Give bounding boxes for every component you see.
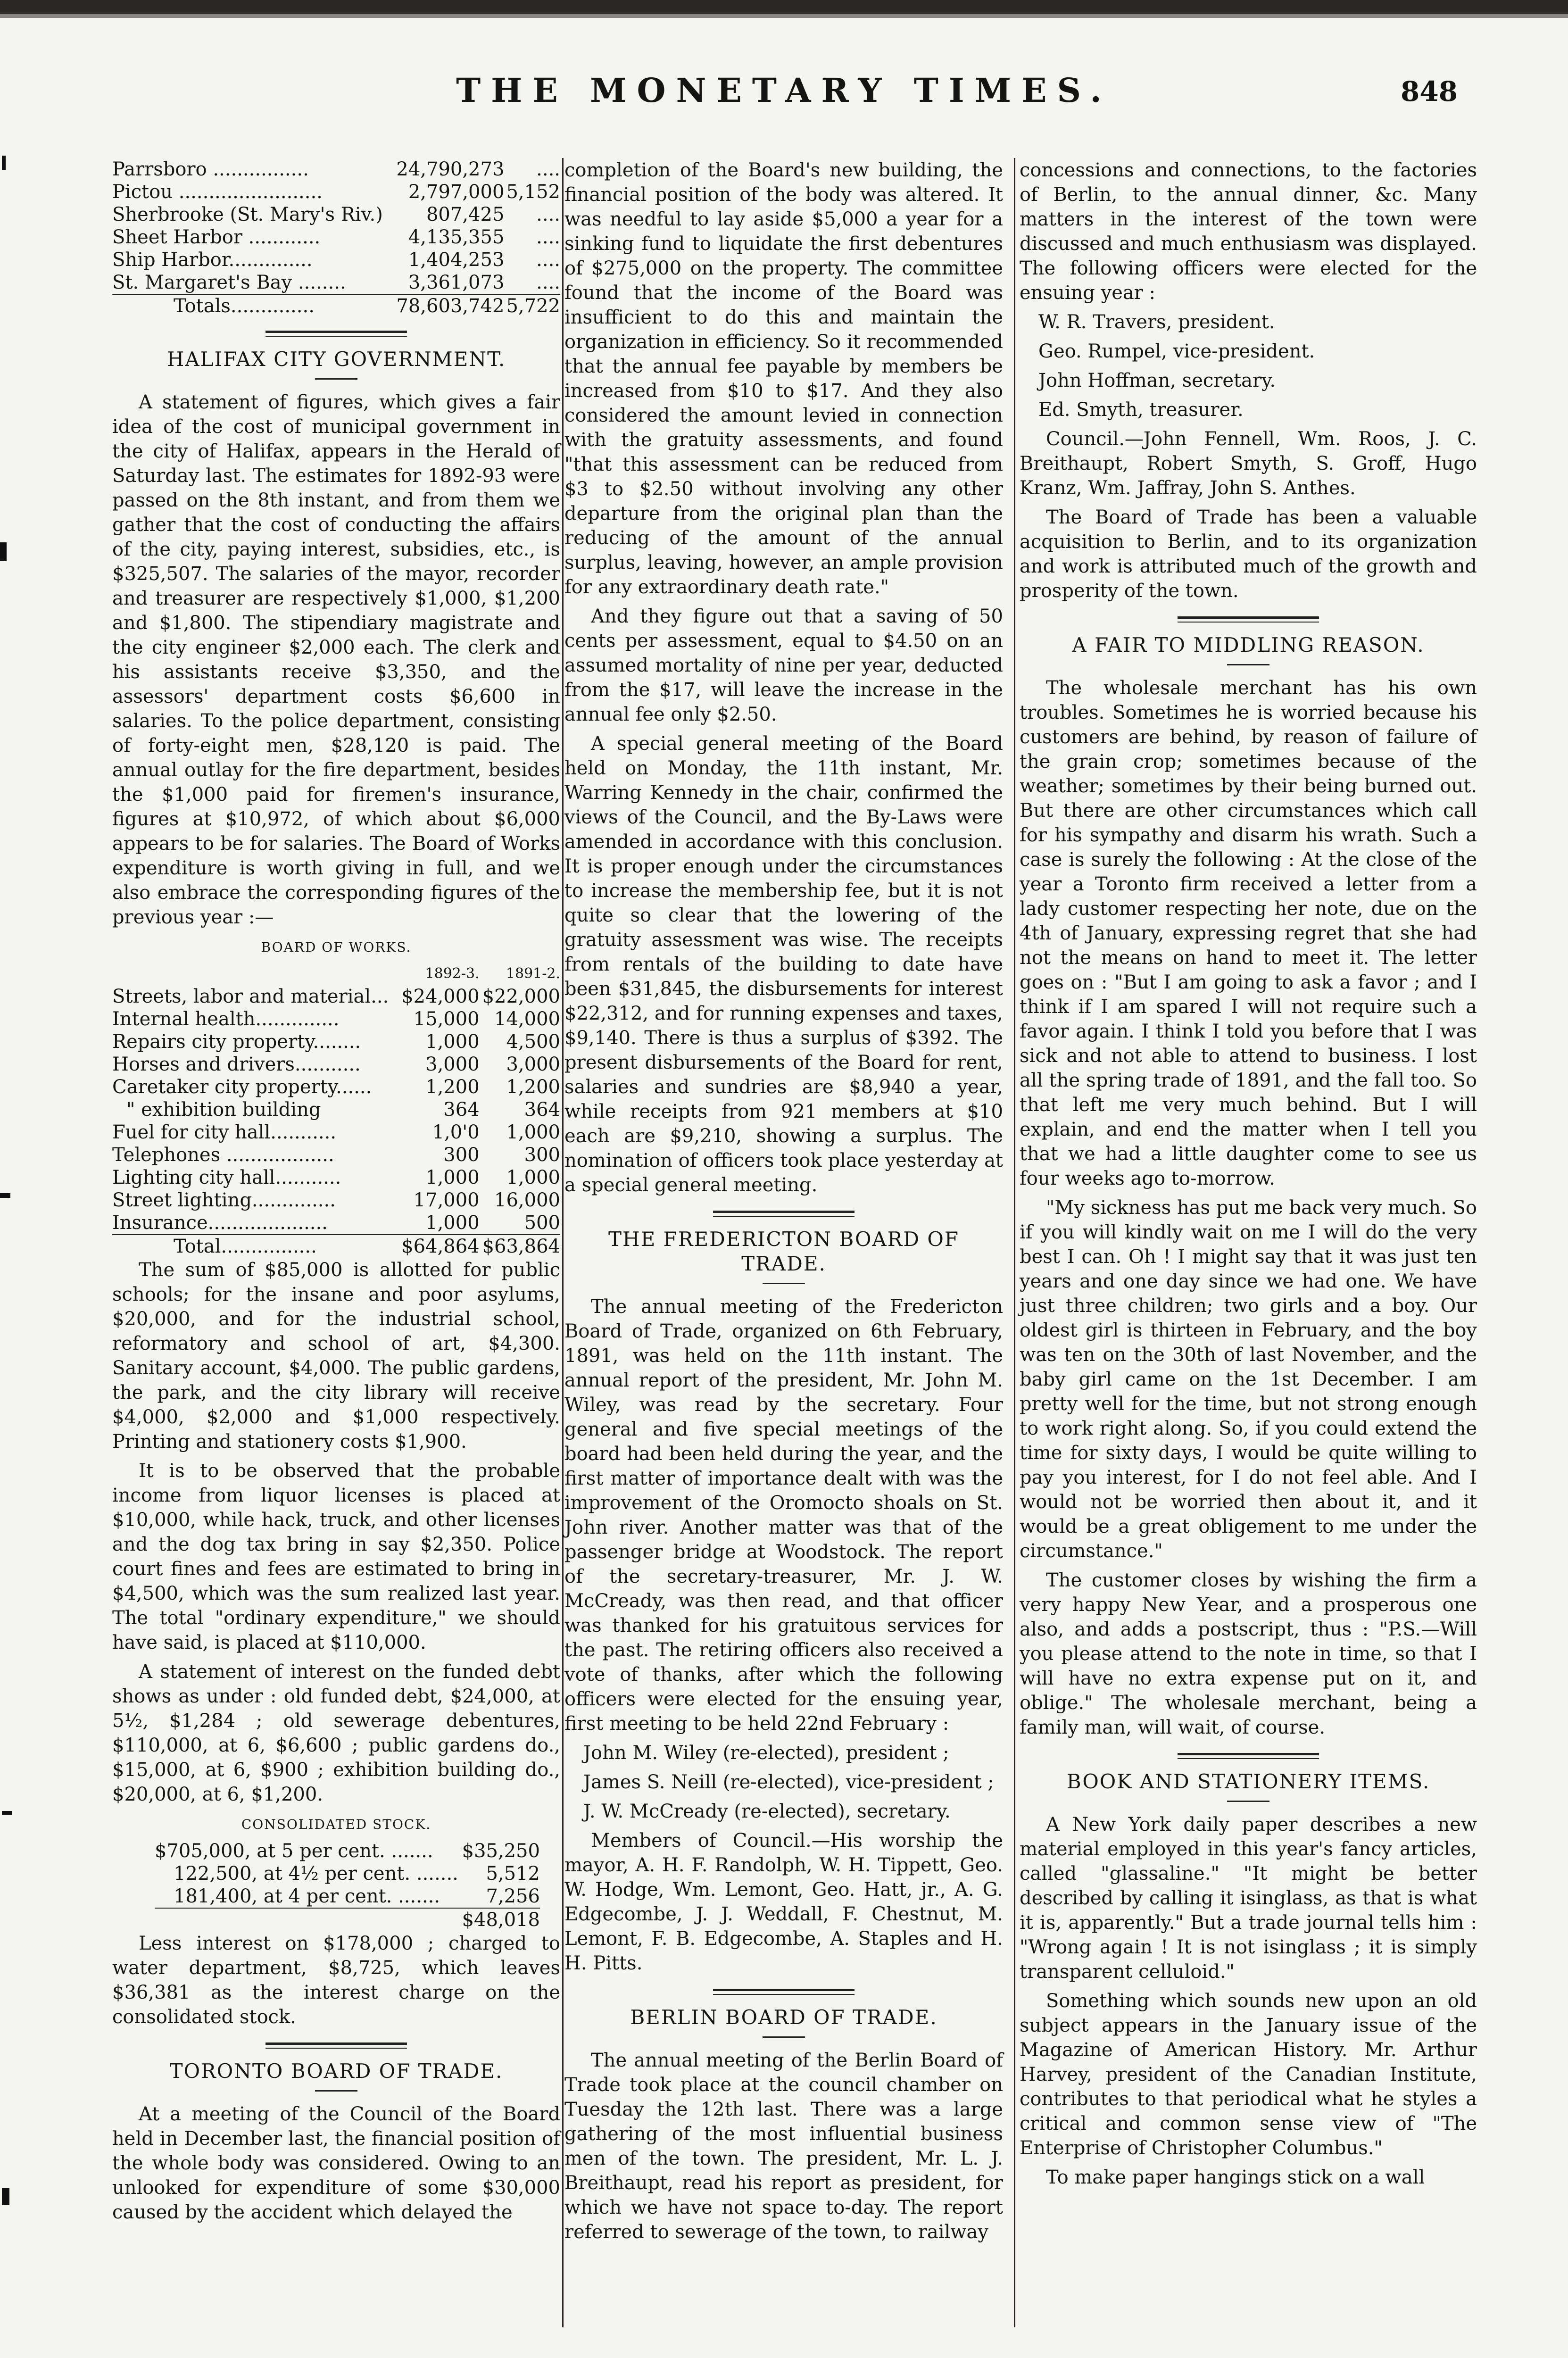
column-1: [112, 158, 560, 2229]
section-double-rule: [265, 331, 407, 337]
officer-line: John M. Wiley (re-elected), president ;: [583, 1742, 949, 1764]
port-name: Parrsboro ................: [112, 158, 309, 180]
row-value: $35,250: [462, 1840, 540, 1862]
scan-edge-band: [0, 0, 1568, 14]
totals-row: [155, 1908, 540, 1931]
port-extra: ....: [536, 204, 560, 225]
margin-mark: [0, 542, 7, 561]
section-heading: A FAIR TO MIDDLING REASON.: [1072, 633, 1425, 656]
value-1891: 16,000: [494, 1189, 560, 1211]
scan-edge-band-lower: [0, 14, 1568, 18]
totals-extra: 5,722: [504, 294, 560, 317]
value-1892: 1,000: [425, 1031, 480, 1053]
table-row: [112, 226, 560, 249]
section-double-rule: [1178, 1753, 1319, 1759]
port-value: 1,404,253: [408, 249, 505, 271]
table-title: BOARD OF WORKS.: [261, 939, 412, 955]
row-label: Street lighting..............: [112, 1189, 336, 1211]
column-header: 1892-3.: [425, 965, 480, 982]
row-label: Internal health..............: [112, 1008, 340, 1030]
port-extra: ....: [536, 249, 560, 271]
port-name: Sheet Harbor ............: [112, 226, 321, 248]
paragraph: The Board of Trade has been a valuable acquisition to Berlin, and to its organization and work is attributed much of the growth and prosperity of the town.: [1020, 506, 1477, 602]
value-1892: $24,000: [401, 986, 480, 1007]
value-1891: 1,000: [506, 1167, 560, 1188]
table-row: [112, 1189, 560, 1212]
paragraph: It is to be observed that the probable income from liquor licenses is placed at $10,000, while hack, truck, and other licenses and the dog tax bring in say $2,350. Police court fines and fees are estimated to bring in $4,500, which was the sum realized last year. The total "ordinary expenditure," we should have said, is placed at $110,000.: [112, 1460, 560, 1653]
ports-table: [112, 158, 560, 317]
table-row: [112, 1121, 560, 1144]
port-value: 3,361,073: [408, 272, 505, 293]
paragraph: A New York daily paper describes a new material employed in this year's fancy articles, called "glassaline." "It might be better described by calling it isinglass, as that is what it is, apparently." But a trade journal tells him : "Wrong again ! It is not isinglass ; it is simply transparent celluloid.": [1020, 1814, 1477, 1983]
officer-line: Geo. Rumpel, vice-president.: [1038, 340, 1315, 362]
row-label: 181,400, at 4 per cent. .......: [174, 1885, 440, 1907]
totals-row: [112, 294, 560, 317]
table-row: [112, 1144, 560, 1166]
port-extra: ....: [536, 226, 560, 248]
row-label: $705,000, at 5 per cent. .......: [155, 1840, 433, 1862]
row-label: Fuel for city hall...........: [112, 1121, 337, 1143]
margin-mark: [2, 2188, 9, 2205]
paragraph: Council.—John Fennell, Wm. Roos, J. C. Breithaupt, Robert Smyth, S. Groff, Hugo Kranz, Wm. Jaffray, John S. Anthes.: [1020, 428, 1477, 499]
table-row: [112, 271, 560, 294]
value-1892: 1,200: [425, 1076, 480, 1098]
column-rule: [562, 158, 564, 2327]
totals-1892: $64,864: [398, 1235, 479, 1258]
paragraph: And they figure out that a saving of 50 cents per assessment, equal to $4.50 on an assumed mortality of nine per year, deducted from the $17, will leave the increase in the annual fee only $2.50.: [564, 606, 1003, 725]
table-row: [112, 158, 560, 181]
totals-value: $48,018: [462, 1909, 540, 1931]
port-extra: ....: [536, 158, 560, 180]
port-extra: 5,152: [506, 181, 560, 203]
totals-label: Totals..............: [112, 294, 392, 317]
margin-mark: [0, 1193, 10, 1198]
officer-line: Ed. Smyth, treasurer.: [1038, 399, 1244, 421]
row-label: Caretaker city property......: [112, 1076, 372, 1098]
section-double-rule: [713, 1989, 855, 1995]
column-2: [564, 158, 1003, 2249]
value-1891: 300: [524, 1144, 560, 1166]
table-row: [112, 1076, 560, 1098]
value-1891: 3,000: [506, 1054, 560, 1075]
paragraph: A statement of interest on the funded debt shows as under : old funded debt, $24,000, at 5½, $1,284 ; old sewerage debentures, $110,000, at 6, $6,600 ; public gardens do., $15,000, at 6, $900 ; exhibition building do., $20,000, at 6, $1,200.: [112, 1661, 560, 1805]
paragraph: Something which sounds new upon an old subject appears in the January issue of the Magazine of American History. Mr. Arthur Harvey, president of the Canadian Institute, contributes to that periodical what he styles a critical and common sense view of "The Enterprise of Christopher Columbus.": [1020, 1990, 1477, 2159]
board-of-works-table: [112, 963, 560, 1258]
section-heading: THE FREDERICTON BOARD OF TRADE.: [608, 1228, 959, 1275]
short-rule: [763, 1283, 805, 1284]
table-row: [112, 1212, 560, 1235]
section-double-rule: [713, 1211, 855, 1217]
paragraph: The wholesale merchant has his own troubles. Sometimes he is worried because his customers are behind, by reason of failure of the grain crop; sometimes because of the weather; sometimes by their being burned out. But there are other circumstances which call for his sympathy and disarm his wrath. Such a case is surely the following : At the close of the year a Toronto firm received a letter from a lady customer respecting her note, due on the 4th of January, expressing regret that she had not the means on hand to meet it. The letter goes on : "But I am going to ask a favor ; and I think if I am spared I will not require such a favor again. I think I told you before that I was sick and not able to attend to business. I lost all the spring trade of 1891, and the fall too. So that left me very much behind. But I will explain, and end the matter when I tell you that we had a little daughter come to see us four weeks ago to-morrow.: [1020, 677, 1477, 1189]
section-double-rule: [265, 2042, 407, 2049]
section-heading: TORONTO BOARD OF TRADE.: [169, 2059, 503, 2083]
margin-mark: [2, 156, 6, 170]
totals-label: Total................: [112, 1235, 398, 1258]
value-1892: 3,000: [425, 1054, 480, 1075]
totals-1891: $63,864: [480, 1235, 560, 1258]
masthead-title: THE MONETARY TIMES.: [456, 71, 1112, 110]
table-row: [112, 203, 560, 226]
paragraph: Members of Council.—His worship the mayor, A. H. F. Randolph, W. H. Tippett, Geo. W. Hodge, Wm. Lemont, Geo. Hatt, jr., A. G. Edgecombe, J. J. Weddall, F. Chestnut, M. Lemont, F. B. Edgecombe, A. Staples and H. H. Pitts.: [564, 1830, 1003, 1974]
table-title: CONSOLIDATED STOCK.: [241, 1817, 431, 1832]
value-1891: $22,000: [482, 986, 560, 1007]
short-rule: [315, 2090, 357, 2092]
row-value: 7,256: [486, 1885, 540, 1907]
value-1892: 364: [443, 1099, 480, 1121]
port-value: 4,135,355: [408, 226, 505, 248]
table-row: [155, 1862, 540, 1885]
short-rule: [1227, 1801, 1269, 1802]
value-1892: 300: [443, 1144, 480, 1166]
port-value: 24,790,273: [396, 158, 505, 180]
row-label: 122,500, at 4½ per cent. .......: [174, 1863, 458, 1885]
value-1891: 4,500: [506, 1031, 560, 1053]
totals-value: 78,603,742: [392, 294, 504, 317]
officer-line: John Hoffman, secretary.: [1038, 370, 1276, 391]
officer-line: James S. Neill (re-elected), vice-president ;: [583, 1771, 994, 1793]
section-heading: HALIFAX CITY GOVERNMENT.: [166, 348, 506, 371]
paragraph: Less interest on $178,000 ; charged to water department, $8,725, which leaves $36,381 as the interest charge on the consolidated stock.: [112, 1933, 560, 2028]
column-3: [1020, 158, 1477, 2194]
table-row: [155, 1840, 540, 1862]
table-row: [112, 1030, 560, 1053]
paragraph: A special general meeting of the Board held on Monday, the 11th instant, Mr. Warring Kennedy in the chair, confirmed the views of the Council, and the By-Laws were amended in accordance with this conclusion. It is proper enough under the circumstances to increase the membership fee, but it is not quite so clear that the lowering of the gratuity assessment was wise. The receipts from rentals of the building to date have been $31,845, the disbursements for interest $22,312, and for running expenses and taxes, $9,140. There is thus a surplus of $392. The present disbursements of the Board for rent, salaries and sundries are $8,940 a year, while receipts from 921 members at $10 each are $9,210, showing a surplus. The nomination of officers took place yesterday at a special general meeting.: [564, 733, 1003, 1196]
table-header-row: [112, 963, 560, 985]
page-number: 848: [1401, 75, 1458, 108]
row-label: Telephones ..................: [112, 1144, 334, 1166]
value-1891: 1,000: [506, 1121, 560, 1143]
port-value: 2,797,000: [408, 181, 505, 203]
port-name: St. Margaret's Bay ........: [112, 272, 346, 293]
paragraph: A statement of figures, which gives a fair idea of the cost of municipal government in the city of Halifax, appears in the Herald of Saturday last. The estimates for 1892-93 were passed on the 8th instant, and from them we gather that the cost of conducting the affairs of the city, paying interest, subsidies, etc., is $325,507. The salaries of the mayor, recorder and treasurer are respectively $1,000, $1,200 and $1,800. The stipendiary magistrate and the city engineer $2,000 each. The clerk and his assistants receive $3,350, and the assessors' department costs $6,600 in salaries. To the police department, consisting of forty-eight men, $28,120 is paid. The annual outlay for the fire department, besides the $1,000 paid for firemen's insurance, figures at $10,972, of which about $6,000 appears to be for salaries. The Board of Works expenditure is worth giving in full, and we also embrace the corresponding figures of the previous year :—: [112, 391, 560, 928]
table-row: [112, 985, 560, 1008]
row-label: Streets, labor and material...: [112, 986, 389, 1007]
paragraph: At a meeting of the Council of the Board held in December last, the financial position of the whole body was considered. Owing to an unlooked for expenditure of some $30,000 caused by the accident which delayed the: [112, 2103, 560, 2223]
table-row: [112, 181, 560, 203]
row-label: " exhibition building: [126, 1099, 321, 1121]
totals-row: [112, 1235, 560, 1258]
port-name: Ship Harbor..............: [112, 249, 313, 271]
short-rule: [1227, 664, 1269, 665]
officer-line: W. R. Travers, president.: [1038, 311, 1275, 333]
port-extra: ....: [536, 272, 560, 293]
paragraph: The annual meeting of the Fredericton Board of Trade, organized on 6th February, 1891, was held on the 11th instant. The annual report of the president, Mr. John M. Wiley, was read by the secretary. Four general and five special meetings of the board had been held during the year, and the first matter of importance dealt with was the improvement of the Oromocto shoals on St. John river. Another matter was that of the passenger bridge at Woodstock. The report of the secretary-treasurer, Mr. J. W. McCready, was then read, and that officer was thanked for his gratuitous services for the past. The retiring officers also received a vote of thanks, after which the following officers were elected for the ensuing year, first meeting to be held 22nd February :: [564, 1296, 1003, 1735]
section-double-rule: [1178, 616, 1319, 623]
paragraph: The customer closes by wishing the firm a very happy New Year, and a prosperous one also, and adds a postscript, thus : "P.S.—Will you please attend to the note in time, so that I will have no extra expense put on it, and oblige." The wholesale merchant, being a family man, will wait, of course.: [1020, 1569, 1477, 1738]
row-label: Lighting city hall...........: [112, 1167, 341, 1188]
paragraph: The annual meeting of the Berlin Board of Trade took place at the council chamber on Tuesday the 12th last. There was a large gathering of the most influential business men of the town. The president, Mr. L. J. Breithaupt, read his report as president, for which we have not space to-day. The report referred to sewerage of the town, to railway: [564, 2050, 1003, 2243]
officer-line: J. W. McCready (re-elected), secretary.: [583, 1801, 951, 1822]
port-value: 807,425: [426, 204, 505, 225]
section-heading: BERLIN BOARD OF TRADE.: [630, 2006, 937, 2029]
short-rule: [763, 2036, 805, 2038]
value-1892: 1,0'0: [432, 1121, 480, 1143]
section-heading: BOOK AND STATIONERY ITEMS.: [1066, 1770, 1430, 1793]
row-label: Repairs city property........: [112, 1031, 361, 1053]
table-row: [112, 249, 560, 271]
table-row: [112, 1098, 560, 1121]
row-label: Insurance....................: [112, 1212, 328, 1234]
table-row: [112, 1008, 560, 1030]
column-rule: [1014, 158, 1015, 2327]
value-1892: 1,000: [425, 1212, 480, 1234]
value-1891: 500: [524, 1212, 560, 1234]
value-1892: 15,000: [413, 1008, 480, 1030]
table-row: [112, 1166, 560, 1189]
port-name: Pictou ........................: [112, 181, 323, 203]
short-rule: [315, 378, 357, 380]
table-row: [155, 1885, 540, 1908]
table-row: [112, 1053, 560, 1076]
paragraph: concessions and connections, to the factories of Berlin, to the annual dinner, &c. Many matters in the interest of the town were discussed and much enthusiasm was displayed. The following officers were elected for the ensuing year :: [1020, 159, 1477, 304]
value-1891: 364: [524, 1099, 560, 1121]
row-label: Horses and drivers...........: [112, 1054, 361, 1075]
value-1892: 17,000: [413, 1189, 480, 1211]
row-value: 5,512: [486, 1863, 540, 1885]
margin-mark: [2, 1811, 12, 1815]
paragraph: "My sickness has put me back very much. So if you will kindly wait on me I will do the very best I can. Oh ! I might say that it was just ten years and one day since we had one. We have just three children; two girls and a boy. Our oldest girl is thirteen in February, and the boy was ten on the 30th of last November, and the baby girl came on the 1st December. I am pretty well for the time, but not strong enough to work right along. So, if you could extend the time for sixty days, I would be quite willing to pay you interest, for I do not feel able. And I would not be worried then about it, and it would be a great obligement to me under the circumstance.": [1020, 1197, 1477, 1562]
value-1891: 1,200: [506, 1076, 560, 1098]
paragraph: The sum of $85,000 is allotted for public schools; for the insane and poor asylums, $20,000, and for the industrial school, reformatory and school of art, $4,300. Sanitary account, $4,000. The public gardens, the park, and the city library will receive $4,000, $2,000 and $1,000 respectively. Printing and stationery costs $1,900.: [112, 1259, 560, 1453]
paragraph: completion of the Board's new building, the financial position of the body was altered. It was needful to lay aside $5,000 a year for a sinking fund to liquidate the first debentures of $275,000 on the property. The committee found that the income of the Board was insufficient to do this and maintain the organization in efficiency. So it recommended that the annual fee payable by members be increased from $10 to $17. And they also considered the amount levied in connection with the gratuity assessments, and found "that this assessment can be reduced from $3 to $2.50 without involving any other departure from the original plan than the reducing of the amount of the annual surplus, leaving, however, an ample provision for any extraordinary death rate.": [564, 159, 1003, 598]
paragraph: To make paper hangings stick on a wall: [1046, 2167, 1425, 2188]
value-1892: 1,000: [425, 1167, 480, 1188]
value-1891: 14,000: [494, 1008, 560, 1030]
port-name: Sherbrooke (St. Mary's Riv.): [112, 204, 383, 225]
consolidated-stock-table: [155, 1840, 540, 1931]
column-header: 1891-2.: [506, 965, 560, 982]
